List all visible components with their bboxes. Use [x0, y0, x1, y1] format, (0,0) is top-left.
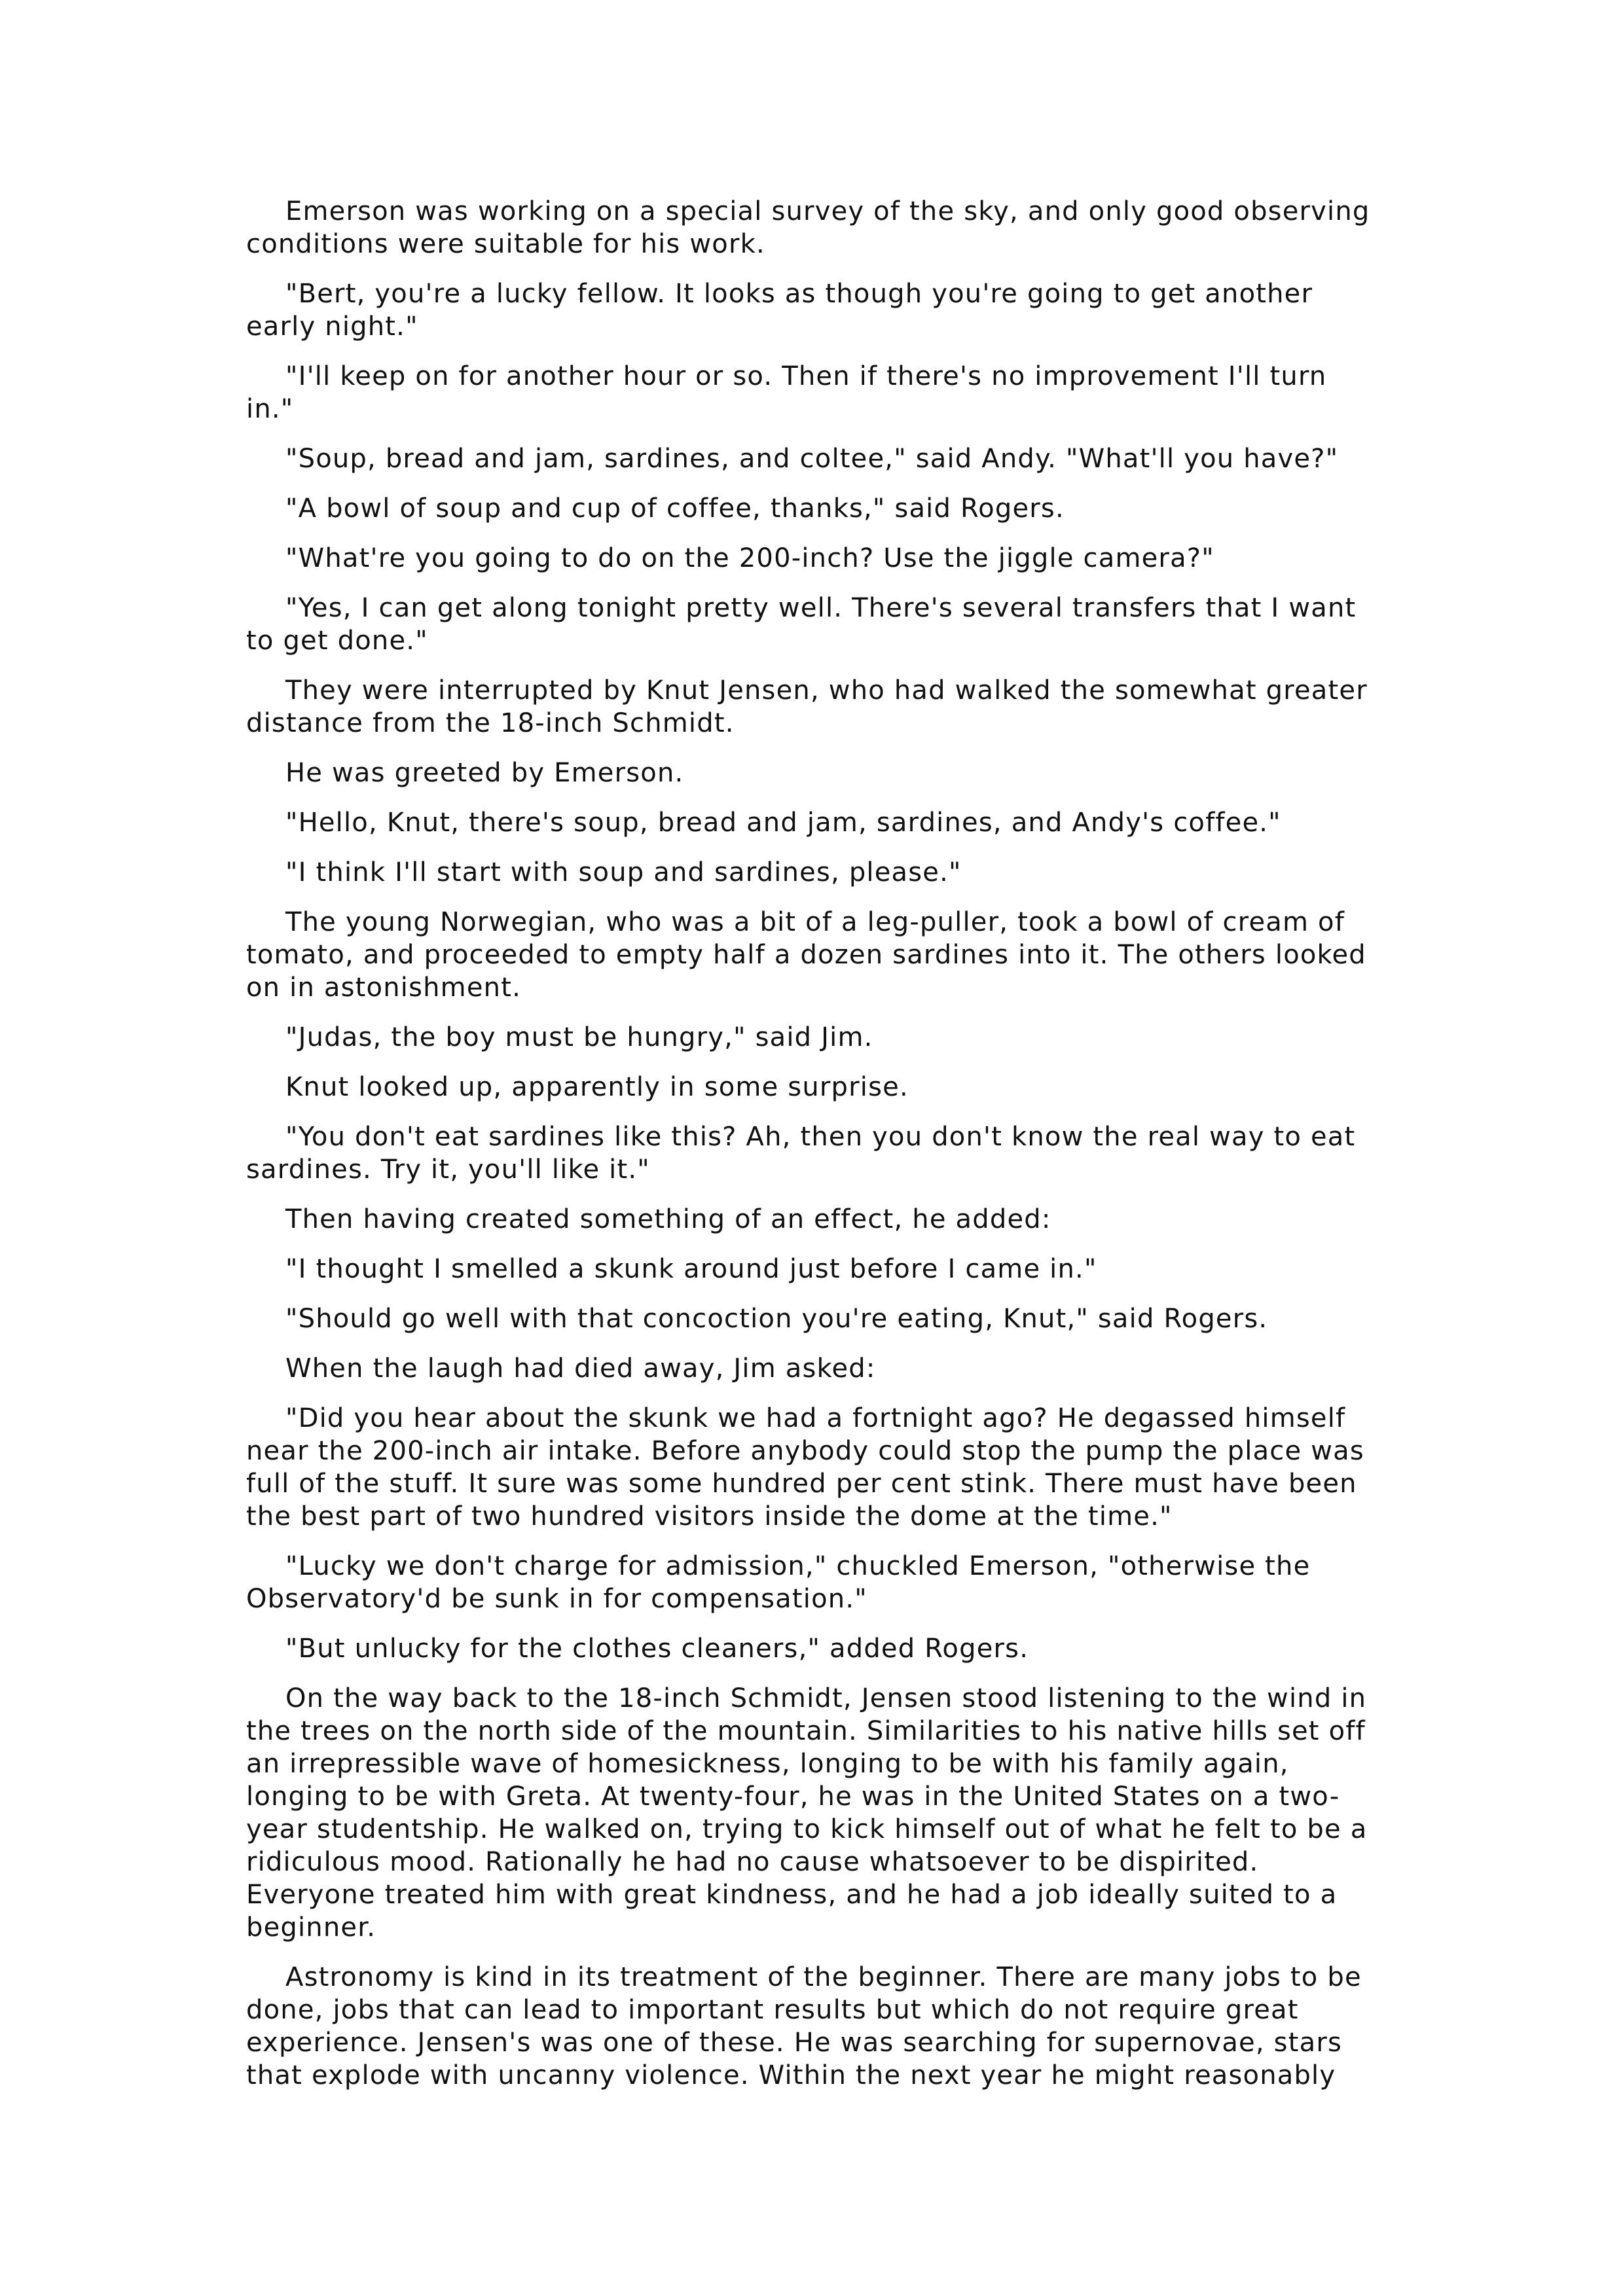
- paragraph: "A bowl of soup and cup of coffee, thanks," said Rogers.: [285, 493, 1065, 524]
- paragraph: "What're you going to do on the 200-inch? Use the jiggle camera?": [285, 543, 1214, 573]
- paragraph: Knut looked up, apparently in some surprise.: [285, 1072, 909, 1102]
- paragraph: "But unlucky for the clothes cleaners," added Rogers.: [285, 1634, 1029, 1664]
- paragraph: He was greeted by Emerson.: [285, 758, 684, 788]
- paragraph: "Did you hear about the skunk we had a fortnight ago? He degassed himself near the 200-inch air intake. Before anybody could stop the pump the place was full of the stuff. It sure was some hundred per cent stink. There must have been the best part of two hundred visitors inside the dome at the time.": [246, 1403, 1364, 1532]
- paragraph: "Bert, you're a lucky fellow. It looks as though you're going to get another early night.": [246, 279, 1313, 342]
- paragraph: "Yes, I can get along tonight pretty well. There's several transfers that I want to get done.": [246, 593, 1357, 656]
- paragraph: "I'll keep on for another hour or so. Then if there's no improvement I'll turn in.": [246, 361, 1327, 424]
- paragraph: On the way back to the 18-inch Schmidt, Jensen stood listening to the wind in the trees on the north side of the mountain. Similarities to his native hills set off an irrepressible wave of homesickness, longing to be with his family again, longing to be with Greta. At twenty-four, he was in the United States on a two-year studentship. He walked on, trying to kick himself out of what he felt to be a ridiculous mood. Rationally he had no cause whatsoever to be dispirited. Everyone treated him with great kindness, and he had a job ideally suited to a beginner.: [246, 1683, 1368, 1943]
- paragraph: "Should go well with that concoction you're eating, Knut," said Rogers.: [285, 1304, 1268, 1334]
- paragraph: "Judas, the boy must be hungry," said Jim.: [285, 1022, 873, 1052]
- paragraph: The young Norwegian, who was a bit of a leg-puller, took a bowl of cream of tomato, and proceeded to empty half a dozen sardines into it. The others looked on in astonishment.: [246, 907, 1366, 1003]
- paragraph: "Lucky we don't charge for admission," chuckled Emerson, "otherwise the Observatory'd be sunk in for compensation.": [246, 1551, 1311, 1614]
- paragraph: Astronomy is kind in its treatment of the beginner. There are many jobs to be done, jobs that can lead to important results but which do not require great experience. Jensen's was one of these. He was searching for supernovae, stars that explode with uncanny violence. Within the next year he might reasonably: [246, 1962, 1362, 2090]
- body-text: [246, 195, 1379, 2109]
- paragraph: "I think I'll start with soup and sardines, please.": [285, 857, 962, 888]
- paragraph: "I thought I smelled a skunk around just before I came in.": [285, 1254, 1097, 1284]
- paragraph: They were interrupted by Knut Jensen, who had walked the somewhat greater distance from the 18-inch Schmidt.: [246, 675, 1368, 738]
- paragraph: Emerson was working on a special survey of the sky, and only good observing conditions were suitable for his work.: [246, 196, 1370, 259]
- paragraph: When the laugh had died away, Jim asked:: [285, 1354, 876, 1384]
- paragraph: "You don't eat sardines like this? Ah, then you don't know the real way to eat sardines. Try it, you'll like it.": [246, 1122, 1356, 1185]
- paragraph: "Hello, Knut, there's soup, bread and jam, sardines, and Andy's coffee.": [285, 808, 1281, 838]
- paragraph: "Soup, bread and jam, sardines, and coltee," said Andy. "What'll you have?": [285, 444, 1339, 474]
- paragraph: Then having created something of an effect, he added:: [285, 1204, 1051, 1234]
